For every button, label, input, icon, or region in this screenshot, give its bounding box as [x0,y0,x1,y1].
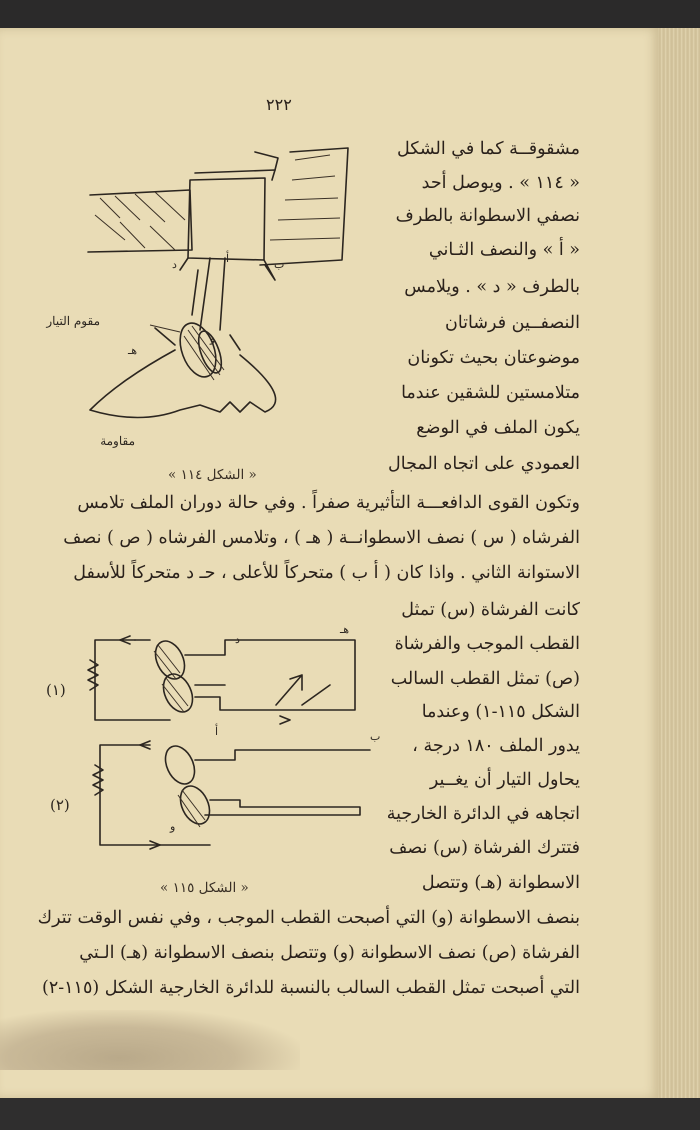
label-letter: و [210,332,216,345]
text-line: وتكون القوى الدافعـــة التأثيرية صفراً . وفي حالة دوران الملف تلامس [77,493,580,513]
label-letter: ب [274,258,285,271]
label-1: (١) [46,681,66,699]
figure-114-caption: « الشكل ١١٤ » [168,467,257,483]
label-resistance: مقاومة [100,434,135,448]
text-line: الفرشاة (ص) نصف الاسطوانة (و) وتتصل بنصف الاسطوانة (هـ) الـتي [79,943,580,963]
label-2: (٢) [50,796,70,814]
text-line: الاستوانة الثاني . واذا كان ( ﺃ ب ) متحركاً للأعلى ، حـ د متحركاً للأسفل [73,563,580,583]
label-letter: هـ [128,344,138,357]
text-line: النصفــين فرشاتان [445,313,580,333]
label-letter: هـ [340,623,350,636]
text-line: اتجاهه في الدائرة الخارجية [386,804,580,824]
text-line: بنصف الاسطوانة (و) التي أصبحت القطب الموجب ، وفي نفس الوقت تترك [37,908,580,928]
figure-115-caption: « الشكل ١١٥ » [160,880,249,896]
text-line: متلامستين للشقين عندما [401,383,580,403]
text-line: بالطرف « د » . ويلامس [404,277,580,297]
text-line: نصفي الاسطوانة بالطرف [395,206,580,226]
page-edge [658,28,700,1110]
commutator [155,318,240,382]
text-line: فتترك الفرشاة (س) نصف [389,838,580,858]
figure-115-diagram [40,615,380,875]
label-letter: د [172,258,177,271]
label-letter: و [170,820,176,833]
page-stain [0,1010,300,1070]
circuit-2 [93,741,370,849]
figure-114-diagram [46,140,370,470]
text-line: يكون الملف في الوضع [416,418,580,438]
text-line: يحاول التيار أن يغــير [429,770,580,790]
label-commutator: مقوم التيار [46,314,100,328]
external-circuit [90,350,276,418]
text-line: مشقوقــة كما في الشكل [396,139,580,159]
text-line: يدور الملف ١٨٠ درجة ، [412,736,580,756]
text-line: كانت الفرشاة (س) تمثل [401,600,580,620]
text-line: (ص) تمثل القطب السالب [390,669,580,689]
label-letter: ﺃ [215,725,219,738]
label-letter: د [235,633,240,646]
text-line: التي أصبحت تمثل القطب السالب بالنسبة للدائرة الخارجية الشكل (١١٥-٢) [42,978,580,998]
label-letter: ب [370,730,381,743]
page-number: ٢٢٢ [266,95,292,114]
text-line: « ﺃ » والنصف الثـاني [428,240,580,260]
label-letter: ﺃ [226,252,230,265]
magnet-pole-left [88,190,192,252]
text-line: الفرشاه ( س ) نصف الاسطوانــة ( هـ ) ، وتلامس الفرشاه ( ص ) نصف [63,528,580,548]
text-line: موضوعتان بحيث تكونان [407,348,580,368]
background-band [0,1098,700,1130]
text-line: العمودي على اتجاه المجال [388,454,580,474]
text-line: القطب الموجب والفرشاة [394,634,580,654]
circuit-1 [88,636,355,724]
magnet-pole-right [260,148,348,265]
text-line: « ١١٤ » . ويوصل أحد [421,173,580,193]
text-line: الاسطوانة (هـ) وتتصل [421,873,580,893]
text-line: الشكل ١١٥-١) وعندما [421,702,580,722]
coil-leads [192,258,225,330]
